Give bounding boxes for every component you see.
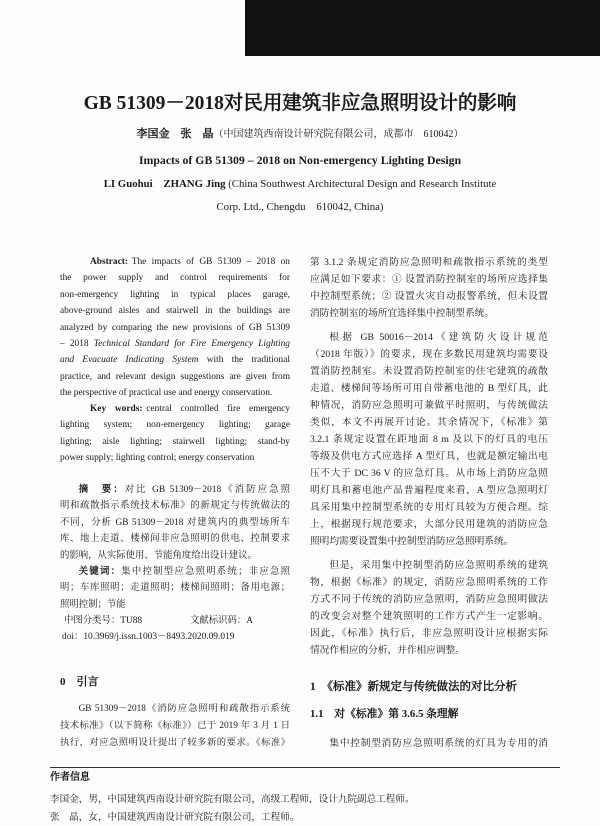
text-line — [310, 516, 548, 533]
authors-cn — [0, 125, 600, 143]
author-names-cn: 李国金 张 晶 — [136, 128, 214, 140]
text-line — [60, 303, 290, 319]
text-segment: 种情况，消防应急照明可兼做平时照明，与传统做法 — [310, 399, 548, 411]
keywords-cn — [60, 564, 290, 613]
text-segment: 的影响，从实际使用、节能角度给出设计建议。 — [60, 550, 257, 561]
text-line — [60, 718, 290, 735]
clc-number: 中图分类号：TU88 — [64, 616, 143, 626]
text-line — [60, 450, 290, 466]
text-line — [310, 254, 548, 271]
text-segment: 消防控制室的场所宜选择集中控制型系统。 — [310, 307, 495, 319]
author-info-heading: 作者信息 — [50, 772, 90, 783]
text-line — [310, 465, 548, 482]
text-line — [310, 288, 548, 305]
text-line — [310, 499, 548, 516]
text-segment: practice, and relevant design suggestions are given from — [60, 371, 290, 382]
text-line — [60, 385, 290, 401]
text-segment: analyzed by comparing the new provisions of GB 51309 — [60, 322, 290, 333]
text-segment: 明和疏散指示系统技术标准》的新规定与传统做法的 — [60, 501, 290, 512]
text-line — [60, 482, 290, 498]
text-line — [60, 735, 290, 752]
text-segment: 执行，对应急照明设计提出了较多新的要求。《标准》 — [60, 737, 290, 748]
text-segment: 具采用集中控制型系统的专用灯具较为方便合理。综 — [310, 501, 548, 513]
text-segment: 照明控制；节能 — [60, 599, 126, 610]
text-segment: 集中控制型消防应急照明系统的灯具为专用的消 — [329, 737, 548, 749]
text-segment: 明灯具和蓄电池产品普遍程度来看，A 型应急照明灯 — [310, 484, 548, 496]
abstract-en — [60, 254, 290, 402]
text-segment: 因此，《标准》执行后，非应急照明设计应根据实际 — [310, 627, 548, 639]
text-line — [60, 254, 290, 270]
affiliation-en-line-1: (China Southwest Architectural Design and Research Institute — [225, 178, 497, 190]
body-paragraph-3 — [310, 557, 548, 659]
text-segment: 技术标准》（以下简称《标准》）已于 2019 年 3 月 1 日 — [60, 720, 290, 731]
text-line — [310, 414, 548, 431]
section-heading-0: 0 引言 — [60, 676, 99, 688]
text-line — [60, 548, 290, 564]
text-line — [310, 397, 548, 414]
text-segment: 的改变会对整个建筑照明的工作方式产生一定影响。 — [310, 610, 548, 622]
text-line — [60, 701, 290, 718]
paragraph-label: Key words: — [90, 404, 143, 414]
article-title-en: Impacts of GB 51309 – 2018 on Non-emergency Lighting Design — [138, 153, 462, 167]
text-line — [310, 574, 548, 591]
text-line — [310, 482, 548, 499]
text-segment: 应满足如下要求：① 设置消防控制室的场所应选择集 — [310, 273, 548, 285]
text-line — [60, 401, 290, 417]
text-segment: with the traditional — [198, 355, 290, 366]
intro-paragraph — [60, 701, 290, 752]
text-segment: 方式不同于传统的消防应急照明，消防应急照明做法 — [310, 593, 548, 605]
text-line — [310, 625, 548, 642]
paragraph-label: 摘 要： — [78, 485, 125, 495]
section-heading-1: 1 《标准》新规定与传统做法的对比分析 — [310, 681, 517, 693]
text-segment: the perspective of practical use and energy conservation. — [60, 388, 273, 399]
text-segment: 压不大于 DC 36 V 的应急灯具。从市场上消防应急照 — [310, 467, 548, 479]
text-line — [60, 320, 290, 336]
author-names-en: LI Guohui ZHANG Jing — [103, 178, 226, 190]
subsection-heading-1-1: 1.1 对《标准》第 3.6.5 条理解 — [310, 708, 459, 720]
text-segment: non-emergency lighting in typical places garage, — [60, 289, 290, 300]
text-line — [60, 531, 290, 547]
text-segment: 集中控制型应急照明系统；非应急照 — [121, 567, 290, 577]
text-line — [310, 533, 548, 550]
text-line — [310, 271, 548, 288]
text-segment: 不同，分析 GB 51309－2018 对建筑内的典型场所车 — [60, 517, 290, 528]
text-segment: GB 51309－2018《消防应急照明和疏散指示系统 — [78, 703, 290, 714]
article-title: GB 51309－2018对民用建筑非应急照明设计的影响 — [83, 93, 517, 114]
text-segment: above-ground aisles and stairwell in the buildings are — [60, 306, 290, 317]
text-line — [60, 564, 290, 580]
author-info-line-2: 张 晶，女，中国建筑西南设计研究院有限公司，工程师。 — [50, 812, 300, 823]
text-line — [310, 363, 548, 380]
text-segment: lighting; aisle lighting; stairwell lighting; stand-by — [60, 436, 290, 447]
text-segment: 走道、楼梯间等场所可用自带蓄电池的 B 型灯具，此 — [310, 382, 548, 394]
text-segment: 第 3.1.2 条规定消防应急照明和疏散指示系统的类型 — [310, 256, 548, 268]
text-segment: – 2018 — [60, 338, 94, 349]
text-line — [310, 431, 548, 448]
text-line — [60, 515, 290, 531]
text-segment: 类似，本文不再展开讨论。其余情况下，《标准》第 — [310, 416, 548, 428]
body-paragraph-1 — [310, 254, 548, 322]
author-info-line-1: 李国金，男，中国建筑西南设计研究院有限公司，高级工程师，设计九院副总工程师。 — [50, 794, 415, 805]
affiliation-en-line-2: Corp. Ltd., Chengdu 610042, China) — [216, 201, 384, 213]
body-paragraph-4 — [310, 735, 548, 752]
paragraph-label: Abstract: — [90, 257, 129, 267]
text-segment: 物，根据《标准》的规定，消防应急照明系统的工作 — [310, 576, 548, 588]
standard-title-italic: and Evacuate Indicating System — [60, 355, 199, 366]
footer-divider — [50, 767, 560, 768]
text-line — [310, 608, 548, 625]
paragraph-label: 关键词： — [78, 567, 122, 577]
text-line — [60, 597, 290, 613]
text-line — [60, 287, 290, 303]
affiliation-cn: （中国建筑西南设计研究院有限公司，成都市 610042） — [213, 129, 464, 140]
text-line — [60, 580, 290, 596]
text-segment: 中控制型系统；② 设置火灾自动报警系统，但未设置 — [310, 290, 548, 302]
text-segment: 对比 GB 51309－2018《消防应急照 — [124, 485, 290, 495]
standard-title-italic: Technical Standard for Fire Emergency Lighting — [93, 338, 290, 349]
text-line — [60, 336, 290, 352]
text-line — [60, 369, 290, 385]
text-line — [310, 346, 548, 363]
text-segment: 明；车库照明；走道照明；楼梯间照明；备用电源； — [60, 583, 290, 594]
text-segment: power supply; lighting control; energy conservation — [60, 453, 255, 464]
text-segment: 根据 GB 50016－2014《建筑防火设计规范 — [329, 331, 548, 343]
text-segment: 情况作相应的分析，并作相应调整。 — [310, 644, 465, 656]
text-segment: 库、地上走道、楼梯间非应急照明的供电、控制要求 — [60, 534, 290, 545]
text-line — [60, 417, 290, 433]
text-segment: （2018 年版）》的要求，现在多数民用建筑均需要设 — [310, 348, 548, 360]
text-line — [310, 448, 548, 465]
abstract-cn — [60, 482, 290, 564]
text-line — [310, 329, 548, 346]
text-segment: the power supply and control requirements for — [60, 273, 290, 284]
text-line — [310, 380, 548, 397]
text-line — [60, 498, 290, 514]
text-segment: lighting system; non-emergency lighting; garage — [60, 420, 290, 431]
text-segment: 照明均需要设置集中控制型消防应急照明系统。 — [310, 535, 514, 547]
text-segment: 但是，采用集中控制型消防应急照明系统的建筑 — [329, 559, 548, 571]
authors-en-line-1 — [0, 176, 600, 192]
text-segment: 3.2.1 条规定设置在距地面 8 m 及以下的灯具的电压 — [310, 433, 548, 445]
text-line — [310, 642, 548, 659]
text-line — [310, 557, 548, 574]
text-segment: 置消防控制室。未设置消防控制室的住宅建筑的疏散 — [310, 365, 548, 377]
keywords-en — [60, 401, 290, 467]
text-line — [310, 305, 548, 322]
document-code: 文献标识码：A — [190, 616, 254, 626]
text-segment: 上，根据现行规范要求，大部分民用建筑的消防应急 — [310, 518, 548, 530]
header-band — [245, 0, 600, 56]
text-line — [310, 735, 548, 752]
text-segment: central controlled fire emergency — [146, 404, 290, 414]
text-line — [60, 352, 290, 368]
text-line — [60, 270, 290, 286]
text-line — [310, 591, 548, 608]
text-segment: The impacts of GB 51309 – 2018 on — [131, 257, 290, 267]
text-segment: 等级及供电方式应选择 A 型灯具，也就是额定输出电 — [310, 450, 548, 462]
body-paragraph-2 — [310, 329, 548, 550]
text-line — [60, 434, 290, 450]
doi: doi：10.3969/j.issn.1003－8493.2020.09.019 — [62, 632, 235, 642]
